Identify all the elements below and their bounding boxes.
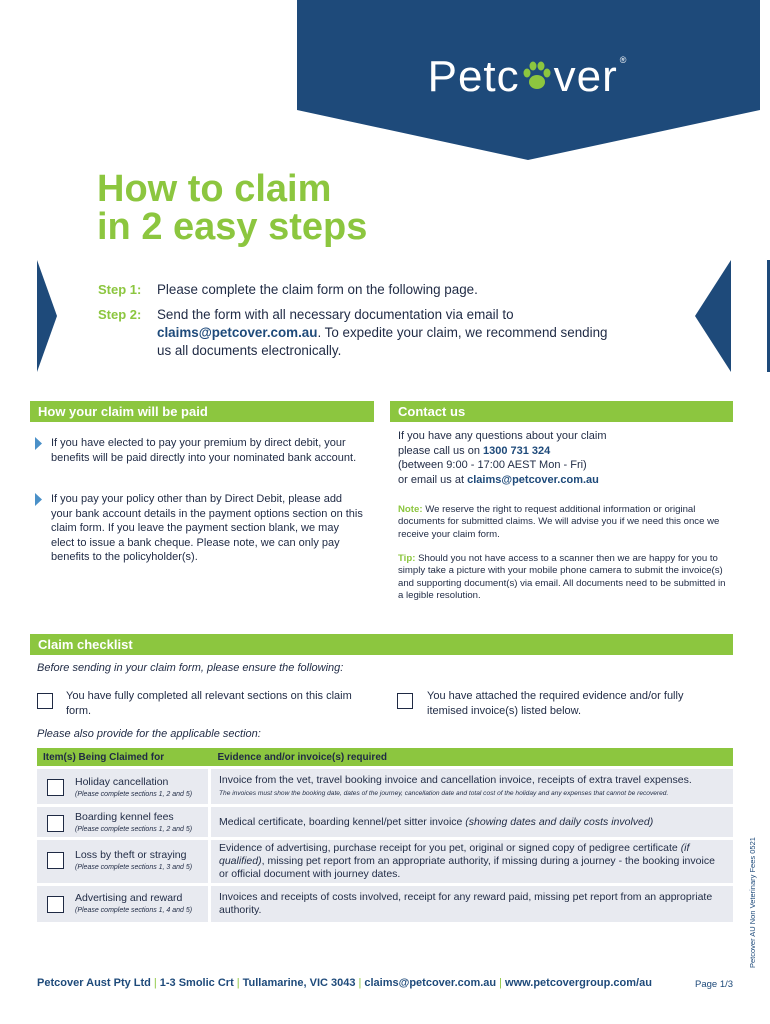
chevron-left-icon <box>37 260 57 372</box>
col-evidence-header: Evidence and/or invoice(s) required <box>210 748 734 768</box>
table-row <box>37 768 733 806</box>
page-number: Page 1/3 <box>695 979 734 990</box>
col-items-header: Item(s) Being Claimed for <box>37 748 210 768</box>
item-cell <box>37 885 210 922</box>
claim-items-table <box>37 748 733 922</box>
evidence-cell: Invoice from the vet, travel booking invoice and cancellation invoice, receipts of extra travel expenses. The invoices must show the booking date, dates of the journey, cancellation date and total cost of the holiday and any expenses that cannot be recovered. <box>210 768 734 806</box>
claims-email-link[interactable]: claims@petcover.com.au <box>157 325 318 340</box>
step-1-label: Step 1: <box>98 282 142 297</box>
paid-item-1: If you have elected to pay your premium by direct debit, your benefits will be paid directly into your nominated bank account. <box>51 437 357 464</box>
footer-web-link[interactable]: www.petcovergroup.com/au <box>505 977 652 989</box>
table-row <box>37 885 733 922</box>
item-name: Holiday cancellation <box>75 776 169 788</box>
checklist-intro: Before sending in your claim form, please ensure the following: <box>37 662 344 674</box>
contact-note: Note: We reserve the right to request additional information or original documents for submitted claims. We will advise you if we need this once we receive your claim form. <box>398 504 720 540</box>
footer: Petcover Aust Pty Ltd | 1-3 Smolic Crt | Tullamarine, VIC 3043 | claims@petcover.com.au | www.petcovergroup.com/au <box>37 977 652 989</box>
paid-item-2: If you pay your policy other than by Direct Debit, please add your bank account details in the payment options section on this claim form. If you leave the payment section blank, we may elect to issue a bank cheque. Please note, we can only pay benefits to the policyholder(s). <box>51 493 363 564</box>
step-2-text: Send the form with all necessary documentation via email to claims@petcover.com.au. To expedite your claim, we recommend sending us all documents electronically. <box>157 307 608 358</box>
evidence-cell: Medical certificate, boarding kennel/pet sitter invoice (showing dates and daily costs involved) <box>210 806 734 839</box>
item-name: Loss by theft or straying <box>75 849 187 861</box>
page-title: How to claim in 2 easy steps <box>97 168 368 248</box>
bullet-arrow-icon <box>35 437 42 450</box>
check-completed-text: You have fully completed all relevant sections on this claim form. <box>66 690 352 717</box>
item-sections: (Please complete sections 1, 2 and 5) <box>75 826 193 833</box>
table-row <box>37 806 733 839</box>
item-cell <box>37 806 210 839</box>
table-header <box>37 748 733 768</box>
checkbox-advertising-reward[interactable] <box>47 896 64 913</box>
item-cell <box>37 839 210 885</box>
chevron-right-icon <box>695 260 731 372</box>
item-sections: (Please complete sections 1, 2 and 5) <box>75 791 193 798</box>
contact-heading: Contact us <box>390 401 733 422</box>
paw-icon <box>520 59 554 93</box>
checkbox-loss-theft[interactable] <box>47 852 64 869</box>
contact-tip: Tip: Should you not have access to a scanner then we are happy for you to simply take a picture with your mobile phone camera to submit the invoice(s) and supporting document(s) via email. All documents need to be submitted in a legible resolution. <box>398 553 726 602</box>
petcover-logo: Petc ver ® <box>427 52 628 101</box>
checkbox-holiday-cancellation[interactable] <box>47 779 64 796</box>
checkbox-completed-form[interactable] <box>37 693 53 709</box>
item-sections: (Please complete sections 1, 3 and 5) <box>75 864 193 871</box>
check-evidence-text: You have attached the required evidence and/or fully itemised invoice(s) listed below. <box>427 690 684 717</box>
evidence-cell: Invoices and receipts of costs involved, receipt for any reward paid, missing pet report from an appropriate authority. <box>210 885 734 922</box>
footer-email-link[interactable]: claims@petcover.com.au <box>364 977 497 989</box>
contact-email-link[interactable]: claims@petcover.com.au <box>467 473 599 486</box>
checklist-heading: Claim checklist <box>30 634 733 655</box>
also-provide-note: Please also provide for the applicable section: <box>37 728 261 740</box>
item-name: Boarding kennel fees <box>75 811 174 823</box>
step-1-text: Please complete the claim form on the following page. <box>157 282 478 297</box>
checkbox-attached-evidence[interactable] <box>397 693 413 709</box>
step-2-label: Step 2: <box>98 307 142 322</box>
paid-heading: How your claim will be paid <box>30 401 374 422</box>
form-code: Petcover AU Non Veterinary Fees 0521 <box>748 837 757 968</box>
table-row <box>37 839 733 885</box>
checkbox-boarding-kennel[interactable] <box>47 815 64 832</box>
item-sections: (Please complete sections 1, 4 and 5) <box>75 907 193 914</box>
item-name: Advertising and reward <box>75 892 183 904</box>
bullet-arrow-icon <box>35 493 42 506</box>
contact-details: If you have any questions about your claim please call us on 1300 731 324 (between 9:00 - 17:00 AEST Mon - Fri) or email us at claims@petcover.com.au <box>398 430 607 486</box>
evidence-cell: Evidence of advertising, purchase receipt for you pet, original or signed copy of pedigree certificate (if qualified), missing pet report from an appropriate authority, if missing during a journey - the booking invoice or official document with journey dates. <box>210 839 734 885</box>
item-cell <box>37 768 210 806</box>
phone-number[interactable]: 1300 731 324 <box>483 444 551 457</box>
